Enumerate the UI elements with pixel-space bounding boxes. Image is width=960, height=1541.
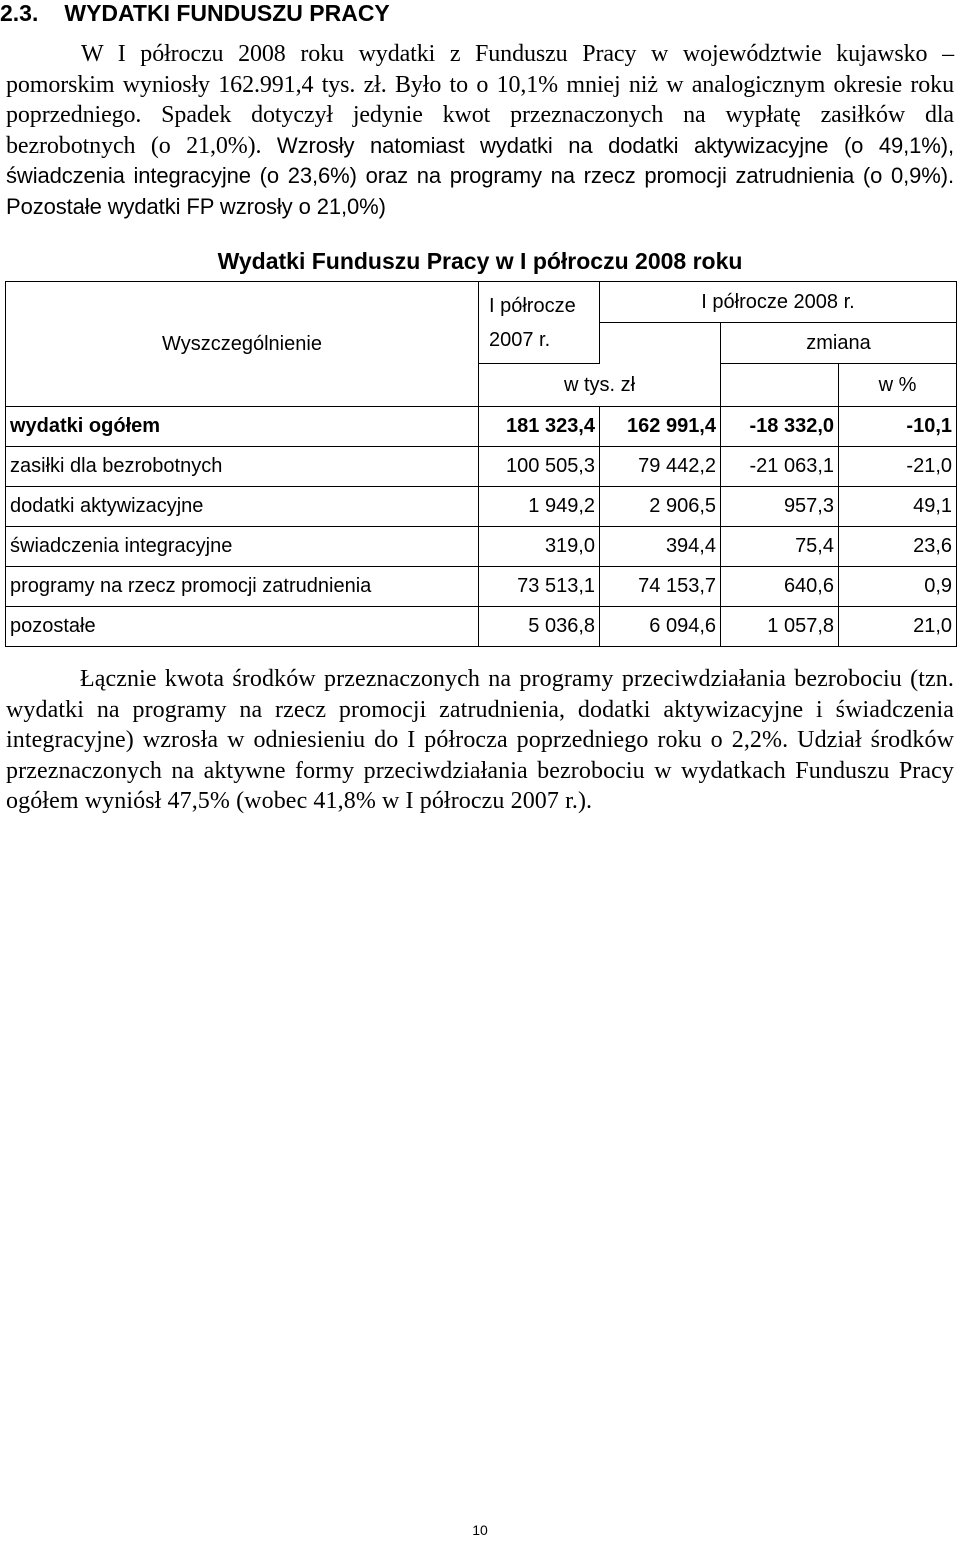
cell-2008: 79 442,2 <box>600 447 721 487</box>
cell-2007: 1 949,2 <box>479 487 600 527</box>
cell-2008: 6 094,6 <box>600 607 721 647</box>
row-label: świadczenia integracyjne <box>6 527 479 567</box>
table-row <box>6 527 957 567</box>
cell-2008: 74 153,7 <box>600 567 721 607</box>
cell-diff: 1 057,8 <box>721 607 839 647</box>
page-number: 10 <box>472 1522 488 1538</box>
cell-2007: 319,0 <box>479 527 600 567</box>
row-label: dodatki aktywizacyjne <box>6 487 479 527</box>
header-unit-ths: w tys. zł <box>479 364 721 407</box>
header-unit-blank <box>721 364 839 407</box>
table-title: Wydatki Funduszu Pracy w I półroczu 2008 roku <box>217 248 743 274</box>
cell-pct: -21,0 <box>839 447 957 487</box>
header-2008: I półrocze 2008 r. <box>600 282 957 323</box>
cell-diff: 640,6 <box>721 567 839 607</box>
cell-2007: 181 323,4 <box>479 407 600 447</box>
cell-2008: 394,4 <box>600 527 721 567</box>
cell-2007: 73 513,1 <box>479 567 600 607</box>
header-spec: Wyszczególnienie <box>6 282 479 407</box>
section-heading <box>0 0 390 26</box>
row-label: pozostałe <box>6 607 479 647</box>
intro-paragraph-part1: W I półroczu 2008 roku wydatki z Funduszu Pracy w województwie kujawsko – pomorskim wyniosły 162.991,4 tys. zł. Było to o 10,1% mniej niż w analogicznym okresie roku poprzedniego. Spadek dotyczył jedynie kwot przeznaczonych na wypłatę zasiłków dla bezrobotnych (o 21,0%). <box>6 41 954 159</box>
cell-pct: 0,9 <box>839 567 957 607</box>
table-row <box>6 447 957 487</box>
cell-diff: -18 332,0 <box>721 407 839 447</box>
row-label: wydatki ogółem <box>6 407 479 447</box>
cell-pct: -10,1 <box>839 407 957 447</box>
header-change: zmiana <box>721 323 957 364</box>
header-2008-blank <box>600 323 721 364</box>
cell-pct: 21,0 <box>839 607 957 647</box>
cell-pct: 49,1 <box>839 487 957 527</box>
cell-2008: 162 991,4 <box>600 407 721 447</box>
table-row <box>6 487 957 527</box>
table-row <box>6 567 957 607</box>
cell-2007: 5 036,8 <box>479 607 600 647</box>
cell-2007: 100 505,3 <box>479 447 600 487</box>
section-number: 2.3. <box>0 0 39 26</box>
row-label: programy na rzecz promocji zatrudnienia <box>6 567 479 607</box>
header-unit-pct: w % <box>839 364 957 407</box>
row-label: zasiłki dla bezrobotnych <box>6 447 479 487</box>
table-row <box>6 407 957 447</box>
section-title: WYDATKI FUNDUSZU PRACY <box>64 0 390 26</box>
intro-paragraph-part2: Wzrosły natomiast wydatki na dodatki aktywizacyjne (o 49,1%), świadczenia integracyjne (o 23,6%) oraz na programy na rzecz promocji zatrudnienia (o 0,9%). Pozostałe wydatki FP wzrosły o 21,0%) <box>6 132 955 219</box>
closing-paragraph: Łącznie kwota środków przeznaczonych na programy przeciwdziałania bezrobociu (tzn. wydatki na programy na rzecz promocji zatrudnienia, dodatki aktywizacyjne i świadczenia integracyjne) wzrosła w odniesieniu do I półrocza poprzedniego roku o 2,2%. Udział środków przeznaczonych na aktywne formy przeciwdziałania bezrobociu w wydatkach Funduszu Pracy ogółem wyniósł 47,5% (wobec 41,8% w I półroczu 2007 r.). <box>6 666 954 814</box>
cell-diff: 957,3 <box>721 487 839 527</box>
cell-2008: 2 906,5 <box>600 487 721 527</box>
table-row <box>6 607 957 647</box>
cell-diff: 75,4 <box>721 527 839 567</box>
cell-diff: -21 063,1 <box>721 447 839 487</box>
cell-pct: 23,6 <box>839 527 957 567</box>
intro-paragraph <box>6 39 954 222</box>
expenditure-table <box>5 281 957 647</box>
header-2007: I półrocze 2007 r. <box>479 282 600 364</box>
